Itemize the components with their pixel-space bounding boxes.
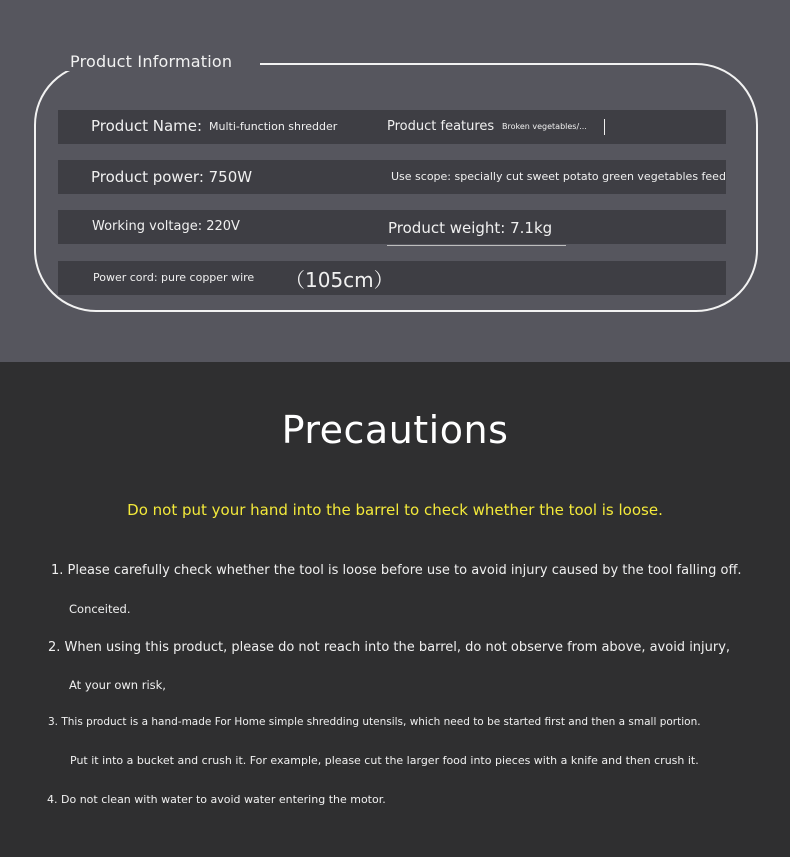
product-name-value: Multi-function shredder [209, 120, 338, 133]
text-cursor [604, 119, 605, 135]
power-cord-label: Power cord: pure copper wire [93, 271, 255, 284]
use-scope-label: Use scope: specially cut sweet potato green vegetables feed [391, 170, 726, 183]
product-features-label: Product features [387, 119, 495, 134]
product-info-section [0, 0, 790, 362]
precaution-4: 4. Do not clean with water to avoid water entering the motor. [47, 793, 386, 806]
precaution-3: 3. This product is a hand-made For Home simple shredding utensils, which need to be started first and then a small portion. [48, 716, 701, 728]
warning-text: Do not put your hand into the barrel to check whether the tool is loose. [127, 501, 663, 519]
power-cord-length: （105cm） [285, 268, 394, 292]
precaution-1: 1. Please carefully check whether the tool is loose before use to avoid injury caused by the tool falling off. [51, 563, 742, 578]
precaution-3-continued: Put it into a bucket and crush it. For example, please cut the larger food into pieces with a knife and then crush it. [70, 754, 699, 767]
product-name-label: Product Name: [91, 117, 203, 135]
product-features-value: Broken vegetables/... [502, 122, 587, 131]
product-power-label: Product power: 750W [91, 168, 253, 186]
weight-underline [387, 245, 566, 246]
precaution-1-continued: Conceited. [69, 602, 131, 616]
section-title: Product Information [70, 52, 233, 71]
precaution-2-continued: At your own risk, [69, 678, 166, 692]
precautions-title: Precautions [281, 408, 509, 452]
product-weight-label: Product weight: 7.1kg [388, 219, 553, 237]
working-voltage-label: Working voltage: 220V [92, 219, 240, 234]
precaution-2: 2. When using this product, please do not reach into the barrel, do not observe from above, avoid injury, [48, 640, 731, 655]
